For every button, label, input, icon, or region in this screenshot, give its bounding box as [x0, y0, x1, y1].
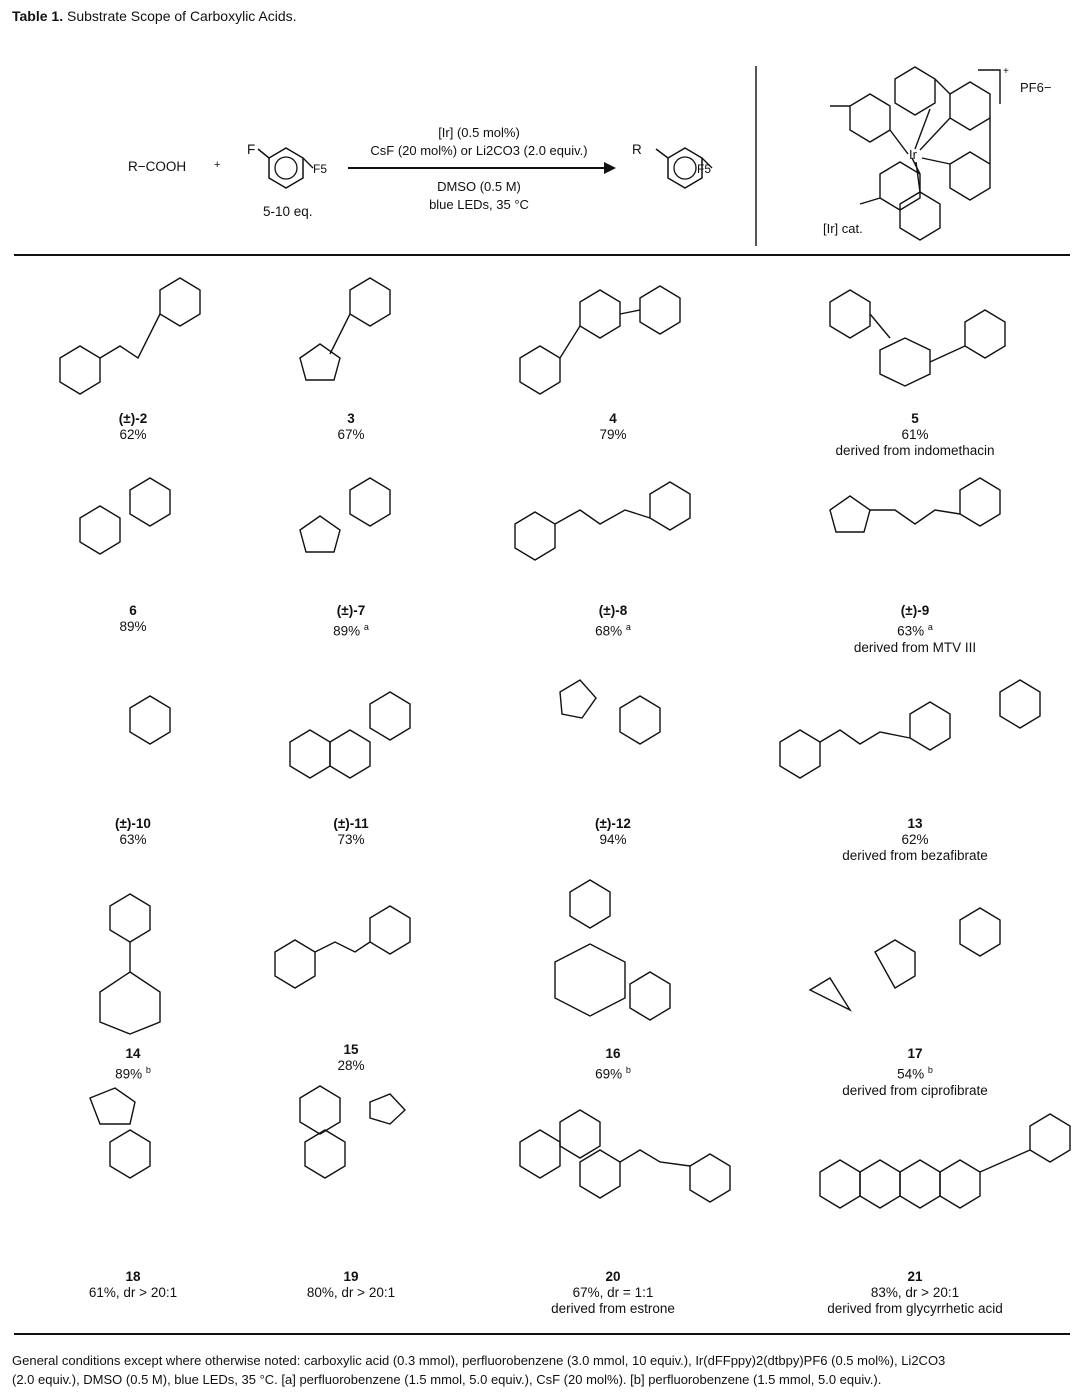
condition-light: blue LEDs, 35 °C: [429, 197, 529, 212]
compound-id: 15: [343, 1042, 359, 1057]
condition-solvent: DMSO (0.5 M): [437, 179, 521, 194]
table-title: [12, 8, 297, 24]
compound-id: 5: [911, 411, 919, 426]
compound-yield: 67%, dr = 1:1: [572, 1285, 654, 1300]
entry-9: [800, 603, 1030, 656]
compound-yield: 62%: [901, 832, 929, 847]
compound-yield: 80%, dr > 20:1: [306, 1285, 396, 1300]
entry-20: [498, 1269, 728, 1317]
compound-yield: 61%, dr > 20:1: [88, 1285, 178, 1300]
compound-id: 16: [605, 1046, 621, 1061]
entry-10: [18, 816, 248, 848]
footer-rule: [14, 1333, 1070, 1335]
compound-note: derived from bezafibrate: [842, 848, 988, 863]
compound-id: 20: [605, 1269, 621, 1284]
compound-id: (±)-7: [336, 603, 366, 618]
compound-id: 14: [125, 1046, 141, 1061]
footnote-marker: a: [927, 622, 933, 632]
reaction-arrowhead: [604, 162, 616, 174]
entry-19: [236, 1269, 466, 1301]
footnote-marker: b: [927, 1065, 933, 1075]
compound-id: 18: [125, 1269, 141, 1284]
product-sub-label: F5: [697, 162, 712, 176]
compound-note: derived from glycyrrhetic acid: [827, 1301, 1003, 1316]
compound-yield: 63%: [119, 832, 147, 847]
compound-id: (±)-12: [595, 816, 631, 831]
compound-note: derived from estrone: [551, 1301, 675, 1316]
compound-id: (±)-8: [598, 603, 628, 618]
table-title-text: Substrate Scope of Carboxylic Acids.: [66, 8, 297, 24]
compound-yield: 73%: [337, 832, 365, 847]
compound-yield: 83%, dr > 20:1: [870, 1285, 960, 1300]
entry-2: [18, 411, 248, 443]
scheme-divider: [755, 66, 757, 246]
arene-sub-label: F5: [313, 162, 328, 176]
compound-yield: 69%: [595, 1066, 623, 1082]
entry-12: [498, 816, 728, 848]
iridium-label: Ir: [909, 147, 917, 162]
table-title-label: Table 1.: [12, 8, 64, 24]
entry-3: [236, 411, 466, 443]
compound-yield: 89%: [333, 623, 361, 639]
compound-yield: 62%: [119, 427, 147, 442]
product-r-label: R: [632, 142, 642, 157]
entry-17: [800, 1046, 1030, 1099]
compound-id: 6: [129, 603, 137, 618]
condition-base: CsF (20 mol%) or Li2CO3 (2.0 equiv.): [370, 143, 588, 158]
footnote-marker: b: [625, 1065, 631, 1075]
footnote-marker: b: [145, 1065, 151, 1075]
condition-catalyst: [Ir] (0.5 mol%): [438, 125, 520, 140]
compound-yield: 89%: [119, 619, 147, 634]
compound-yield: 61%: [901, 427, 929, 442]
entry-18: [18, 1269, 248, 1301]
compound-yield: 68%: [595, 623, 623, 639]
entry-13: [800, 816, 1030, 864]
compound-yield: 54%: [897, 1066, 925, 1082]
compound-id: 17: [907, 1046, 923, 1061]
footnote: [12, 1351, 1072, 1389]
entry-16: [498, 1046, 728, 1083]
equiv-label: 5-10 eq.: [263, 204, 313, 219]
entry-8: [498, 603, 728, 640]
footnote-marker: a: [625, 622, 631, 632]
compound-yield: 94%: [599, 832, 627, 847]
entry-5: [800, 411, 1030, 459]
scheme-rule: [14, 254, 1070, 256]
compound-id: 13: [907, 816, 923, 831]
compound-id: 4: [609, 411, 617, 426]
reactant-formula: R−COOH: [128, 159, 187, 174]
plus-sign: +: [214, 159, 221, 171]
entry-7: [236, 603, 466, 640]
entry-4: [498, 411, 728, 443]
compound-note: derived from indomethacin: [835, 443, 995, 458]
compound-id: (±)-9: [900, 603, 930, 618]
catalyst-counterion: PF6−: [1020, 80, 1052, 95]
compound-id: 19: [343, 1269, 359, 1284]
compound-id: 3: [347, 411, 355, 426]
footnote-line-2: (2.0 equiv.), DMSO (0.5 M), blue LEDs, 35 °C. [a] perfluorobenzene (1.5 mmol, 5.0 equiv.), CsF (20 mol%). [b] perfluorobenzene (1.5 mmol, 5.0 equiv.).: [12, 1372, 882, 1387]
compound-yield: 28%: [337, 1058, 365, 1073]
entry-21: [800, 1269, 1030, 1317]
entry-14: [18, 1046, 248, 1083]
compound-note: derived from ciprofibrate: [842, 1082, 988, 1098]
footnote-marker: a: [363, 622, 369, 632]
compound-yield: 89%: [115, 1066, 143, 1082]
catalyst-charge: +: [1003, 66, 1009, 77]
product-structure: [640, 135, 730, 205]
entry-6: [18, 603, 248, 635]
compound-id: (±)-10: [115, 816, 151, 831]
arene-f-label: F: [247, 142, 256, 157]
entry-11: [236, 816, 466, 848]
entry-15: [236, 1042, 466, 1074]
compound-id: (±)-11: [333, 816, 369, 831]
compound-id: 21: [907, 1269, 923, 1284]
compound-yield: 79%: [599, 427, 627, 442]
compound-note: derived from MTV III: [853, 639, 977, 655]
compound-yield: 63%: [897, 623, 925, 639]
catalyst-label: [Ir] cat.: [823, 221, 863, 236]
footnote-line-1: General conditions except where otherwise noted: carboxylic acid (0.3 mmol), perfluorobenzene (3.0 mmol, 10 equiv.), Ir(dFFppy)2(dtbpy)PF6 (0.5 mol%), Li2CO3: [12, 1353, 946, 1368]
reaction-arrow: [348, 167, 610, 169]
compound-id: (±)-2: [118, 411, 148, 426]
compound-yield: 67%: [337, 427, 365, 442]
